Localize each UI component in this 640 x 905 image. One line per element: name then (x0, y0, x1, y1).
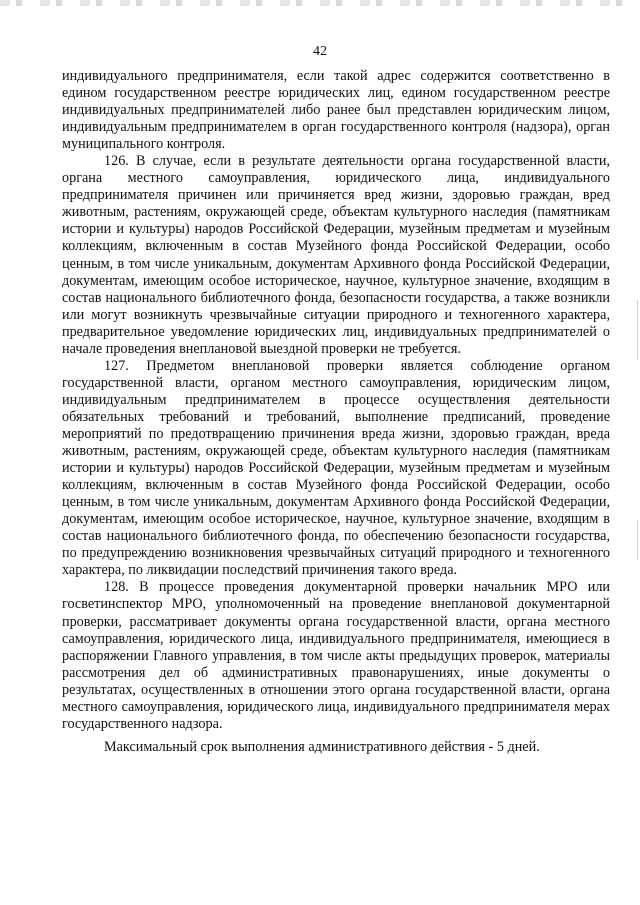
scan-edge-mark (637, 520, 638, 560)
page-number: 42 (313, 44, 327, 59)
paragraph-127: 127. Предметом внеплановой проверки является соблюдение органом государственной власти, органом местного самоуправления, юридическим лицом, индивидуальным предпринимателем в процессе осуществления деятельности обязательных требований и требований, выполнение предписаний, проведение мероприятий по предотвращению причинения вреда жизни, здоровью граждан, вреда животным, растениям, окружающей среде, объектам культурного наследия (памятникам истории и культуры) народов Российской Федерации, музейным предметам и музейным коллекциям, включенным в состав Музейного фонда Российской Федерации, особо ценным, в том числе уникальным, документам Архивного фонда Российской Федерации, документам, имеющим особое историческое, научное, культурное значение, входящим в состав национального библиотечного фонда, по обеспечению безопасности государства, по предупреждению возникновения чрезвычайных ситуаций природного и техногенного характера, по ликвидации последствий причинения такого вреда. (62, 357, 610, 579)
scan-artifact-top (0, 0, 640, 6)
paragraph-128: 128. В процессе проведения документарной проверки начальник МРО или госветинспектор МРО, уполномоченный на проведение внеплановой документарной проверки, рассматривает документы органа государственной власти, органа местного самоуправления, юридического лица, индивидуального предпринимателя, имеющиеся в распоряжении Главного управления, в том числе акты предыдущих проверок, материалы рассмотрения дел об административных правонарушениях, иные документы о результатах, осуществленных в отношении этого органа государственной власти, органа местного самоуправления, юридического лица, индивидуального предпринимателя мерах государственного надзора. (62, 579, 610, 732)
paragraph-126: 126. В случае, если в результате деятельности органа государственной власти, органа местного самоуправления, юридического лица, индивидуального предпринимателя причинен или причиняется вред жизни, здоровью граждан, вред животным, растениям, окружающей среде, объектам культурного наследия (памятникам истории и культуры) народов Российской Федерации, музейным предметам и музейным коллекциям, включенным в состав Музейного фонда Российской Федерации, особо ценным, в том числе уникальным, документам Архивного фонда Российской Федерации, документам, имеющим особое историческое, научное, культурное значение, входящим в состав национального библиотечного фонда, безопасности государства, а также возникли или могут возникнуть чрезвычайные ситуации природного и техногенного характера, предварительное уведомление юридических лиц, индивидуальных предпринимателей о начале проведения внеплановой выездной проверки не требуется. (62, 153, 610, 357)
scan-edge-mark (637, 300, 638, 360)
paragraph-continuation: индивидуального предпринимателя, если такой адрес содержится соответственно в едином государственном реестре юридических лиц, едином государственном реестре индивидуальных предпринимателей либо ранее был представлен юридическим лицом, индивидуальным предпринимателем в орган государственного контроля (надзора), орган муниципального контроля. (62, 68, 610, 153)
paragraph-max-term: Максимальный срок выполнения административного действия - 5 дней. (104, 738, 540, 755)
document-body (62, 68, 610, 756)
